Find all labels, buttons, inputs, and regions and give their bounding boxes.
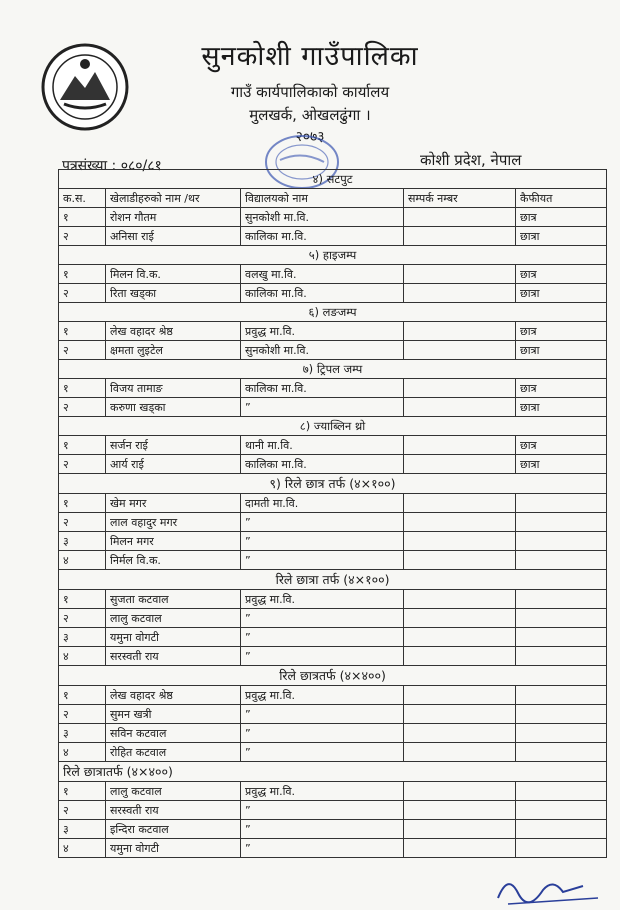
table-cell: सुजता कटवाल [106,590,241,609]
column-header: खेलाडीहरुको नाम /थर [106,189,241,208]
table-row [59,551,607,570]
table-cell: दामती मा.वि. [241,494,404,513]
table-row [59,436,607,455]
table-cell: छात्रा [516,398,607,417]
table-row [59,590,607,609]
table-cell: इन्दिरा कटवाल [106,820,241,839]
table-cell: अनिसा राई [106,227,241,246]
section-row [59,170,607,189]
table-cell [404,341,516,360]
section-title: ९) रिले छात्र तर्फ (४×१००) [59,474,607,494]
table-cell: २ [59,341,106,360]
table-cell: छात्र [516,265,607,284]
table-cell: प्रवुद्ध मा.वि. [241,686,404,705]
table-row [59,265,607,284]
table-cell: लालु कटवाल [106,609,241,628]
table-cell [404,513,516,532]
table-cell: १ [59,686,106,705]
section-row [59,666,607,686]
table-cell: ३ [59,532,106,551]
section-row [59,417,607,436]
table-cell: छात्र [516,436,607,455]
table-cell: आर्य राई [106,455,241,474]
table-cell: छात्रा [516,341,607,360]
table-row [59,379,607,398]
table-cell [516,513,607,532]
table-cell: २ [59,227,106,246]
table-row [59,628,607,647]
table-row [59,208,607,227]
table-row [59,227,607,246]
table-cell: लाल वहादुर मगर [106,513,241,532]
table-cell [404,398,516,417]
table-cell: मिलन वि.क. [106,265,241,284]
table-cell: ” [241,513,404,532]
section-row [59,762,607,782]
table-cell: २ [59,398,106,417]
table-cell: क्षमता लुइटेल [106,341,241,360]
section-row [59,570,607,590]
section-row [59,360,607,379]
table-row [59,398,607,417]
table-cell: १ [59,379,106,398]
table-cell [516,820,607,839]
table-cell: कालिका मा.वि. [241,455,404,474]
table-cell: रोशन गौतम [106,208,241,227]
table-cell: सर्जन राई [106,436,241,455]
table-cell [404,227,516,246]
table-cell [404,801,516,820]
table-cell [404,590,516,609]
section-title: रिले छात्रातर्फ (४×४००) [59,762,607,782]
table-cell: विजय तामाङ [106,379,241,398]
table-cell: सरस्वती राय [106,647,241,666]
table-cell: ” [241,532,404,551]
table-cell: छात्रा [516,227,607,246]
table-cell [404,647,516,666]
table-cell: निर्मल वि.क. [106,551,241,570]
column-header: कैफीयत [516,189,607,208]
table-cell [404,551,516,570]
table-cell: १ [59,208,106,227]
table-cell: वलखु मा.वि. [241,265,404,284]
table-cell [404,379,516,398]
table-row [59,455,607,474]
office-address: मुलखर्क, ओखलढुंगा । [249,106,371,124]
table-cell [516,782,607,801]
table-cell: छात्रा [516,284,607,303]
participant-table [58,169,607,858]
table-cell [516,551,607,570]
table-cell: छात्र [516,208,607,227]
table-cell: ४ [59,839,106,858]
table-cell: सुनकोशी मा.वि. [241,341,404,360]
table-cell: ” [241,609,404,628]
table-row [59,532,607,551]
table-cell [404,494,516,513]
table-cell [516,609,607,628]
table-row [59,284,607,303]
table-cell: कालिका मा.वि. [241,284,404,303]
table-cell: १ [59,322,106,341]
table-row [59,839,607,858]
table-cell: ३ [59,724,106,743]
table-cell [516,705,607,724]
table-cell: मिलन मगर [106,532,241,551]
table-cell: लालु कटवाल [106,782,241,801]
section-row [59,246,607,265]
table-cell [516,743,607,762]
table-cell: रोहित कटवाल [106,743,241,762]
table-cell: लेख वहादर श्रेष्ठ [106,686,241,705]
table-cell: छात्र [516,322,607,341]
table-row [59,724,607,743]
section-title: ५) हाइजम्प [59,246,607,265]
section-title: ८) ज्याब्लिन थ्रो [59,417,607,436]
table-row [59,609,607,628]
table-cell: प्रवुद्ध मा.वि. [241,782,404,801]
table-cell: प्रवुद्ध मा.वि. [241,322,404,341]
table-cell [404,628,516,647]
section-title: ४) सटपुट [59,170,607,189]
table-cell: १ [59,265,106,284]
table-cell: यमुना वोगटी [106,839,241,858]
table-cell [404,455,516,474]
column-header: विद्यालयको नाम [241,189,404,208]
table-cell: ४ [59,647,106,666]
table-cell [404,839,516,858]
table-cell: ४ [59,551,106,570]
table-cell [404,820,516,839]
table-cell [404,208,516,227]
table-cell: सविन कटवाल [106,724,241,743]
section-row [59,474,607,494]
table-cell: ” [241,801,404,820]
province-name: कोशी प्रदेश, नेपाल [420,151,522,169]
section-row [59,303,607,322]
table-cell: ४ [59,743,106,762]
table-cell: १ [59,494,106,513]
table-cell: ” [241,647,404,666]
table-row [59,513,607,532]
table-cell [516,628,607,647]
table-cell [404,265,516,284]
table-header-row [59,189,607,208]
table-cell: ” [241,820,404,839]
table-row [59,341,607,360]
table-cell: कालिका मा.वि. [241,379,404,398]
table-cell [516,686,607,705]
table-cell: सुनकोशी मा.वि. [241,208,404,227]
table-cell [516,839,607,858]
table-cell: ” [241,398,404,417]
table-cell [404,532,516,551]
table-cell: ” [241,743,404,762]
table-cell: ३ [59,628,106,647]
table-row [59,743,607,762]
table-cell [404,743,516,762]
reference-number: पत्रसंख्या : ०८०/८१ [62,158,162,174]
table-row [59,782,607,801]
table-row [59,494,607,513]
section-title: ६) लङजम्प [59,303,607,322]
table-cell [404,436,516,455]
section-title: रिले छात्रतर्फ (४×४००) [59,666,607,686]
table-cell [404,284,516,303]
table-cell [516,724,607,743]
table-cell [404,724,516,743]
table-cell: कालिका मा.वि. [241,227,404,246]
table-cell [516,801,607,820]
table-cell: १ [59,590,106,609]
office-name: गाउँ कार्यपालिकाको कार्यालय [230,83,390,101]
table-cell [516,590,607,609]
table-cell: सरस्वती राय [106,801,241,820]
table-cell: २ [59,284,106,303]
table-row [59,705,607,724]
table-cell: छात्र [516,379,607,398]
table-cell: लेख वहादर श्रेष्ठ [106,322,241,341]
table-cell: २ [59,705,106,724]
table-cell: ” [241,628,404,647]
table-cell: २ [59,513,106,532]
table-cell: २ [59,455,106,474]
table-row [59,686,607,705]
section-title: ७) ट्रिपल जम्प [59,360,607,379]
year: २०७३ [295,129,325,145]
table-cell [404,609,516,628]
table-row [59,322,607,341]
municipality-title: सुनकोशी गाउँपालिका [201,41,419,72]
table-cell: खेम मगर [106,494,241,513]
table-cell: ” [241,724,404,743]
table-cell [404,705,516,724]
table-cell: ३ [59,820,106,839]
table-cell: १ [59,782,106,801]
table-cell: सुमन खत्री [106,705,241,724]
table-cell: करुणा खड्का [106,398,241,417]
column-header: क.स. [59,189,106,208]
table-cell: १ [59,436,106,455]
table-row [59,647,607,666]
table-cell: यमुना वोगटी [106,628,241,647]
table-row [59,820,607,839]
section-title: रिले छात्रा तर्फ (४×१००) [59,570,607,590]
table-cell: ” [241,839,404,858]
table-cell: रिता खड्का [106,284,241,303]
table-cell: २ [59,609,106,628]
table-cell: २ [59,801,106,820]
table-cell: थानी मा.वि. [241,436,404,455]
table-cell [516,494,607,513]
table-cell [404,782,516,801]
table-cell: प्रवुद्ध मा.वि. [241,590,404,609]
table-cell [404,686,516,705]
table-row [59,801,607,820]
table-cell [404,322,516,341]
table-cell: ” [241,551,404,570]
signature-icon [488,868,608,910]
table-cell [516,647,607,666]
table-cell [516,532,607,551]
table-cell: छात्रा [516,455,607,474]
table-cell: ” [241,705,404,724]
column-header: सम्पर्क नम्बर [404,189,516,208]
